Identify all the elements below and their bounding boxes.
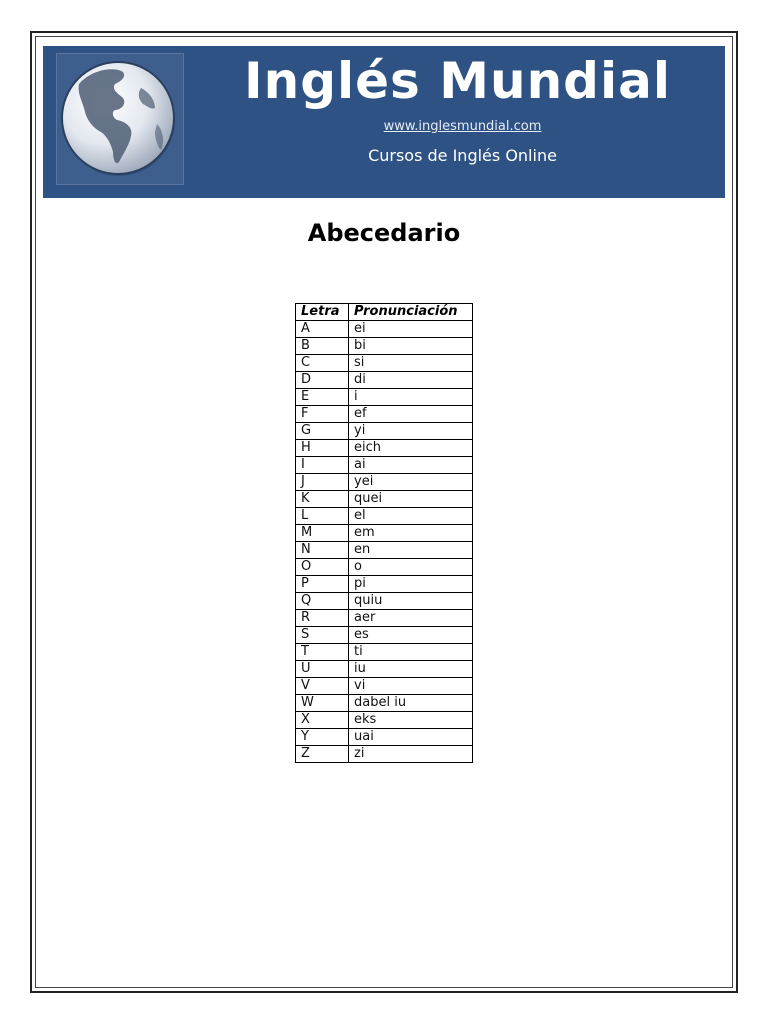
- pronunciation-cell: uai: [349, 729, 473, 746]
- pronunciation-cell: bi: [349, 338, 473, 355]
- pronunciation-cell: di: [349, 372, 473, 389]
- site-title: Inglés Mundial: [244, 52, 671, 110]
- table-row: [296, 559, 473, 576]
- letter-cell: K: [296, 491, 349, 508]
- letter-cell: M: [296, 525, 349, 542]
- pronunciation-cell: em: [349, 525, 473, 542]
- letter-cell: J: [296, 474, 349, 491]
- letter-cell: H: [296, 440, 349, 457]
- table-row: [296, 389, 473, 406]
- table-row: [296, 610, 473, 627]
- letter-cell: E: [296, 389, 349, 406]
- table-row: [296, 474, 473, 491]
- table-row: [296, 457, 473, 474]
- column-header-letter: Letra: [296, 304, 349, 321]
- letter-cell: P: [296, 576, 349, 593]
- pronunciation-cell: iu: [349, 661, 473, 678]
- site-subtitle: Cursos de Inglés Online: [368, 146, 557, 165]
- pronunciation-cell: el: [349, 508, 473, 525]
- pronunciation-cell: ti: [349, 644, 473, 661]
- letter-cell: V: [296, 678, 349, 695]
- pronunciation-cell: vi: [349, 678, 473, 695]
- pronunciation-cell: yi: [349, 423, 473, 440]
- letter-cell: C: [296, 355, 349, 372]
- letter-cell: Y: [296, 729, 349, 746]
- table-row: [296, 644, 473, 661]
- letter-cell: I: [296, 457, 349, 474]
- pronunciation-cell: pi: [349, 576, 473, 593]
- letter-cell: W: [296, 695, 349, 712]
- pronunciation-cell: ef: [349, 406, 473, 423]
- pronunciation-cell: es: [349, 627, 473, 644]
- letter-cell: T: [296, 644, 349, 661]
- letter-cell: F: [296, 406, 349, 423]
- pronunciation-cell: quiu: [349, 593, 473, 610]
- letter-cell: R: [296, 610, 349, 627]
- globe-icon: [56, 53, 184, 185]
- table-row: [296, 508, 473, 525]
- document-title: Abecedario: [307, 219, 461, 247]
- site-url-link[interactable]: www.inglesmundial.com: [383, 119, 542, 134]
- pronunciation-cell: eks: [349, 712, 473, 729]
- pronunciation-cell: eich: [349, 440, 473, 457]
- table-row: [296, 627, 473, 644]
- table-row: [296, 525, 473, 542]
- letter-cell: S: [296, 627, 349, 644]
- table-row: [296, 338, 473, 355]
- site-url: [190, 119, 735, 135]
- table-row: [296, 729, 473, 746]
- pronunciation-cell: ai: [349, 457, 473, 474]
- pronunciation-cell: en: [349, 542, 473, 559]
- table-row: [296, 695, 473, 712]
- pronunciation-cell: dabel iu: [349, 695, 473, 712]
- letter-cell: A: [296, 321, 349, 338]
- pronunciation-cell: zi: [349, 746, 473, 763]
- table-row: [296, 746, 473, 763]
- table-row: [296, 712, 473, 729]
- letter-cell: U: [296, 661, 349, 678]
- letter-cell: X: [296, 712, 349, 729]
- table-row: [296, 491, 473, 508]
- alphabet-table-body: [296, 321, 473, 763]
- table-row: [296, 372, 473, 389]
- table-row: [296, 355, 473, 372]
- table-row: [296, 406, 473, 423]
- letter-cell: D: [296, 372, 349, 389]
- pronunciation-cell: i: [349, 389, 473, 406]
- alphabet-table: [295, 303, 473, 763]
- table-row: [296, 440, 473, 457]
- pronunciation-cell: yei: [349, 474, 473, 491]
- table-header-row: [296, 304, 473, 321]
- pronunciation-cell: o: [349, 559, 473, 576]
- pronunciation-cell: aer: [349, 610, 473, 627]
- table-row: [296, 576, 473, 593]
- letter-cell: N: [296, 542, 349, 559]
- pronunciation-cell: ei: [349, 321, 473, 338]
- pronunciation-cell: quei: [349, 491, 473, 508]
- pronunciation-cell: si: [349, 355, 473, 372]
- table-row: [296, 423, 473, 440]
- letter-cell: Z: [296, 746, 349, 763]
- table-row: [296, 542, 473, 559]
- column-header-pronunciation: Pronunciación: [349, 304, 473, 321]
- letter-cell: G: [296, 423, 349, 440]
- letter-cell: L: [296, 508, 349, 525]
- table-row: [296, 593, 473, 610]
- table-row: [296, 678, 473, 695]
- table-row: [296, 661, 473, 678]
- letter-cell: O: [296, 559, 349, 576]
- letter-cell: Q: [296, 593, 349, 610]
- table-row: [296, 321, 473, 338]
- letter-cell: B: [296, 338, 349, 355]
